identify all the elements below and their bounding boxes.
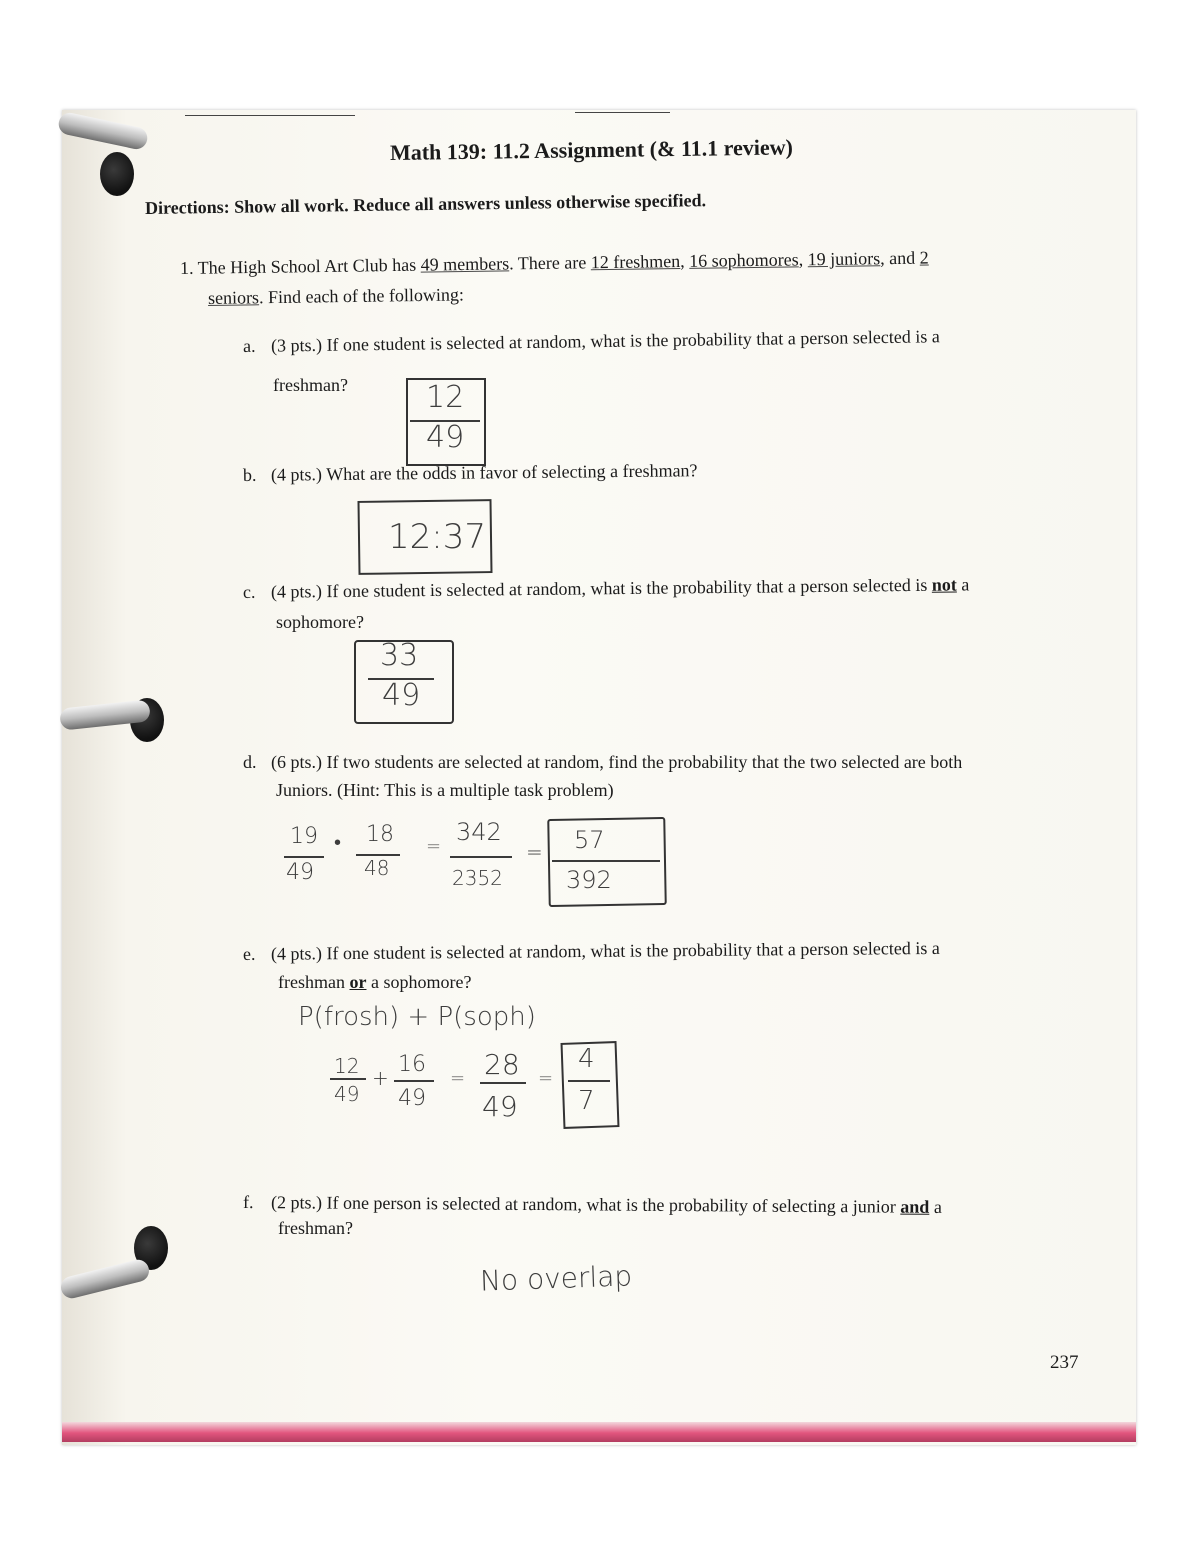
question-text: (6 pts.) If two students are selected at random, find the probability that the two selected are both	[271, 752, 963, 772]
part-d-question-line2: Juniors. (Hint: This is a multiple task problem)	[276, 780, 614, 800]
part-d-f2-num: 18	[366, 822, 394, 847]
part-f-question-line2: freshman?	[278, 1218, 353, 1238]
equals-sign: =	[526, 840, 543, 864]
part-e-f1-den: 49	[334, 1082, 360, 1106]
directions: Directions: Show all work. Reduce all answers unless otherwise specified.	[144, 190, 707, 218]
part-d-denominator: 392	[566, 866, 612, 894]
worksheet-page	[62, 110, 1136, 1445]
part-e-denominator: 7	[578, 1086, 595, 1116]
part-e-question-line2	[278, 972, 471, 993]
intro-text: The High School Art Club has	[197, 254, 421, 278]
part-a-numerator: 12	[426, 380, 465, 415]
fraction-bar	[568, 1080, 610, 1082]
multiply-dot: •	[334, 830, 342, 854]
fraction-bar	[552, 860, 660, 862]
binder-hole-top	[100, 152, 134, 196]
binder-edge	[62, 1422, 1136, 1442]
fraction-bar	[284, 856, 324, 858]
part-d-f2-den: 48	[364, 856, 390, 880]
juniors-count: 19 juniors	[807, 248, 881, 270]
part-letter: d.	[243, 752, 257, 772]
part-d-f1-den: 49	[286, 860, 314, 885]
header-rule-right	[575, 112, 670, 113]
part-letter: a.	[242, 335, 256, 356]
question-text: a	[956, 574, 970, 595]
part-e-f2-num: 16	[398, 1052, 426, 1077]
seniors-count: 2	[919, 247, 929, 268]
seniors-label: seniors	[207, 287, 260, 308]
plus-sign: +	[372, 1066, 389, 1090]
fraction-bar	[480, 1082, 526, 1084]
equals-sign: =	[426, 836, 442, 857]
part-d-f3-den: 2352	[452, 866, 503, 890]
equals-sign: =	[450, 1068, 466, 1089]
part-e-f1-num: 12	[334, 1054, 360, 1078]
part-e-f3-num: 28	[484, 1048, 520, 1081]
problem-number: 1.	[179, 257, 194, 278]
question-text: (4 pts.) If one student is selected at random, what is the probability that a person selected is a	[270, 937, 940, 964]
members-count: 49 members	[420, 253, 510, 275]
intro-text: . Find each of the following:	[258, 284, 465, 308]
question-text: (3 pts.) If one student is selected at random, what is the probability that a person selected is a	[270, 326, 940, 356]
page-number: 237	[1050, 1352, 1079, 1373]
header-rule-left	[185, 115, 355, 116]
question-text: (2 pts.) If one person is selected at random, what is the probability of selecting a junior	[270, 1192, 901, 1217]
part-e-numerator: 4	[578, 1044, 595, 1074]
question-text: a	[929, 1196, 942, 1217]
intro-text: . There are	[508, 252, 591, 274]
problem-1-intro-line2	[208, 284, 464, 309]
question-text: (4 pts.) What are the odds in favor of selecting a freshman?	[270, 460, 698, 485]
emphasis-or: or	[349, 972, 367, 992]
part-e-work-line: P(frosh) + P(soph)	[298, 1002, 536, 1032]
part-e-f2-den: 49	[398, 1086, 426, 1111]
question-text: (4 pts.) If one student is selected at random, what is the probability that a person selected is	[270, 574, 932, 602]
part-c-denominator: 49	[382, 678, 421, 713]
part-letter: c.	[242, 581, 256, 602]
part-a-denominator: 49	[426, 420, 465, 455]
part-d-f1-num: 19	[290, 824, 318, 849]
intro-text: , and	[880, 247, 920, 269]
question-text: freshman	[278, 972, 350, 992]
freshmen-count: 12 freshmen	[590, 251, 681, 273]
fraction-bar	[394, 1080, 434, 1082]
page-title: Math 139: 11.2 Assignment (& 11.1 review)	[389, 134, 794, 165]
question-text: a sophomore?	[366, 972, 472, 992]
part-letter: e.	[242, 943, 256, 964]
intro-text: ,	[798, 249, 808, 270]
part-c-question-line2: sophomore?	[276, 612, 364, 632]
emphasis-not: not	[931, 574, 957, 595]
part-letter: f.	[242, 1192, 254, 1213]
part-d-numerator: 57	[574, 826, 605, 854]
part-a-question-line2: freshman?	[273, 375, 348, 395]
part-c-numerator: 33	[380, 638, 419, 673]
intro-text: ,	[680, 250, 690, 272]
part-letter: b.	[242, 464, 257, 485]
equals-sign: =	[538, 1068, 554, 1089]
part-b-answer: 12:37	[388, 517, 486, 557]
part-f-answer: No overlap	[479, 1259, 633, 1298]
part-d-f3-num: 342	[456, 818, 502, 846]
fraction-bar	[450, 856, 512, 858]
sophomores-count: 16 sophomores	[689, 249, 799, 271]
fraction-bar	[330, 1078, 366, 1080]
emphasis-and: and	[900, 1196, 930, 1217]
part-e-f3-den: 49	[482, 1090, 518, 1123]
part-d-question	[243, 752, 962, 773]
